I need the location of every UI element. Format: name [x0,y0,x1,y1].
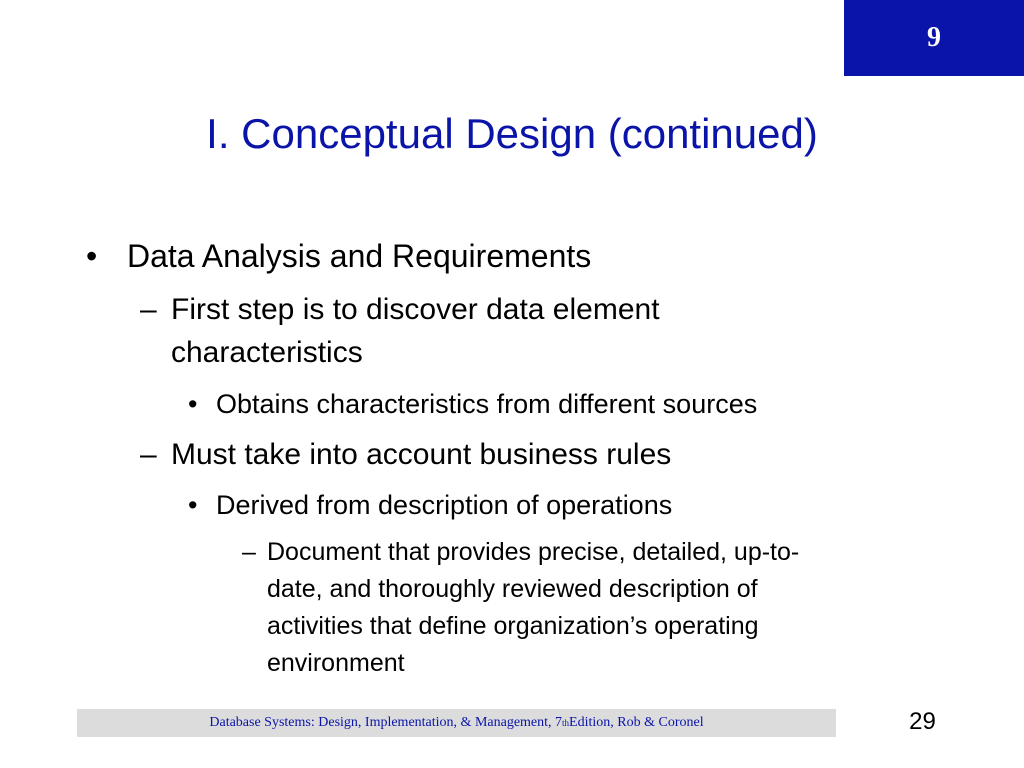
bullet-marker: • [188,490,198,520]
level4-document-line3: activities that define organization’s operating [267,612,759,640]
chapter-number: 9 [927,22,941,53]
level4-document-line1: Document that provides precise, detailed, up-to- [267,538,800,566]
subbullet-first-step-line1: First step is to discover data element [171,293,660,326]
level4-document-line2: date, and thoroughly reviewed description of [267,575,758,603]
bullet-marker: • [86,238,98,274]
chapter-number-box [844,0,1024,76]
bullet-marker: • [188,389,198,419]
dash-marker: – [140,438,157,471]
subbullet-business-rules: Must take into account business rules [171,438,672,471]
bullet-data-analysis: Data Analysis and Requirements [127,238,592,274]
dash-marker: – [242,538,256,566]
dash-marker: – [140,293,157,326]
footer-text-after: Edition, Rob & Coronel [569,715,704,730]
footer-citation: Database Systems: Design, Implementation, & Management, 7 th Edition, Rob & Coronel [77,709,836,737]
level4-document-line4: environment [267,649,405,677]
subbullet-first-step-line2: characteristics [171,336,363,369]
page-number: 29 [909,708,936,735]
footer-text-before: Database Systems: Design, Implementation, & Management, 7 [209,715,563,730]
subsub-derived-from: Derived from description of operations [216,490,673,520]
slide-title: I. Conceptual Design (continued) [206,110,818,157]
subsub-obtains-characteristics: Obtains characteristics from different sources [216,389,758,419]
